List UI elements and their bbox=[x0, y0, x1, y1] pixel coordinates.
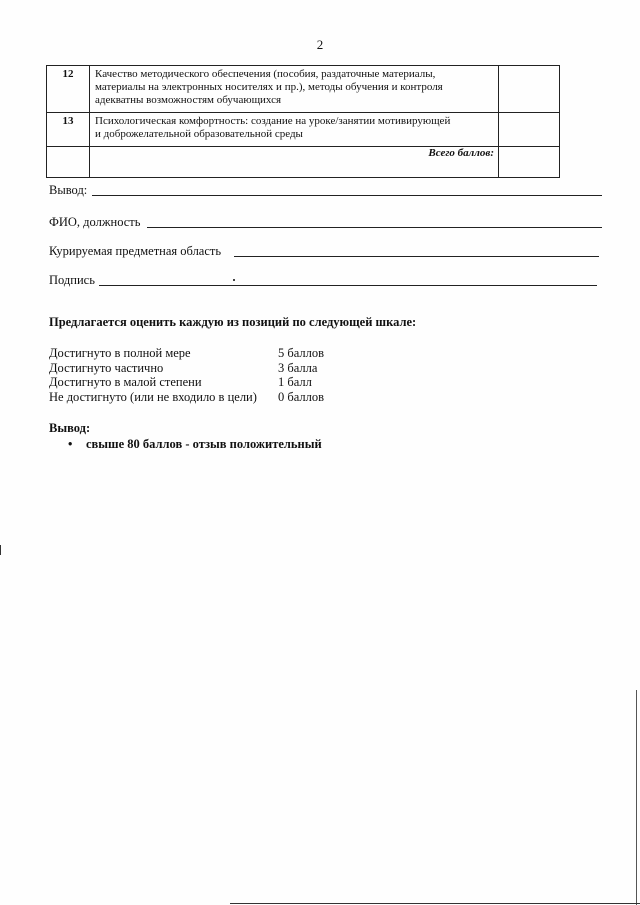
criterion-number: 13 bbox=[47, 113, 90, 147]
page-number: 2 bbox=[316, 37, 324, 52]
conclusion-field bbox=[49, 183, 87, 198]
table-row bbox=[47, 66, 560, 113]
signature-label: Подпись bbox=[49, 273, 95, 287]
scan-bottom-edge bbox=[230, 903, 640, 904]
criterion-line: Психологическая комфортность: создание на уроке/занятии мотивирующей bbox=[95, 115, 451, 127]
criteria-table bbox=[46, 65, 560, 178]
name-position-field bbox=[49, 215, 140, 230]
bullet-icon: • bbox=[68, 437, 73, 451]
table-row bbox=[47, 113, 560, 147]
verdict-heading: Вывод: bbox=[49, 421, 91, 435]
signature-line[interactable] bbox=[99, 285, 597, 286]
conclusion-line[interactable] bbox=[92, 195, 602, 196]
scale-label: Достигнуто в полной мере bbox=[49, 346, 191, 360]
total-label: Всего баллов: bbox=[90, 147, 499, 178]
criterion-text bbox=[90, 66, 499, 113]
scale-label: Достигнуто частично bbox=[49, 360, 164, 375]
scale-row bbox=[49, 346, 324, 361]
name-position-label: ФИО, должность bbox=[49, 215, 141, 229]
scale-points: 0 баллов bbox=[278, 389, 325, 404]
criterion-text bbox=[90, 113, 499, 147]
criterion-line: Качество методического обеспечения (пособия, раздаточные материалы, bbox=[95, 68, 436, 80]
score-cell[interactable] bbox=[499, 113, 560, 147]
signature-field bbox=[49, 273, 95, 288]
scan-edge-mark bbox=[636, 690, 637, 905]
scale-label: Достигнуто в малой степени bbox=[49, 375, 202, 389]
scale-row bbox=[49, 361, 324, 376]
score-cell[interactable] bbox=[499, 66, 560, 113]
verdict-item: свыше 80 баллов - отзыв положительный bbox=[86, 437, 322, 451]
list-item bbox=[68, 437, 322, 452]
scale-row bbox=[49, 375, 324, 390]
subject-area-line[interactable] bbox=[234, 256, 599, 257]
scan-edge-mark bbox=[0, 545, 1, 555]
scale-points: 3 балла bbox=[278, 360, 318, 375]
total-row bbox=[47, 147, 560, 178]
total-score-cell[interactable] bbox=[499, 147, 560, 178]
scale-label: Не достигнуто (или не входило в цели) bbox=[49, 389, 257, 404]
total-number-cell bbox=[47, 147, 90, 178]
criterion-line: и доброжелательной образовательной среды bbox=[95, 128, 303, 140]
name-position-line[interactable] bbox=[147, 227, 602, 228]
criterion-line: адекватны возможностям обучающихся bbox=[95, 94, 282, 106]
scale-points: 1 балл bbox=[278, 375, 312, 389]
subject-area-label: Курируемая предметная область bbox=[49, 244, 222, 258]
ink-dot bbox=[233, 279, 235, 281]
criterion-number: 12 bbox=[47, 66, 90, 113]
scale-heading: Предлагается оценить каждую из позиций по следующей шкале: bbox=[49, 315, 417, 329]
conclusion-label: Вывод: bbox=[49, 183, 88, 197]
rating-scale bbox=[49, 346, 324, 404]
verdict-list bbox=[68, 437, 322, 452]
scale-row bbox=[49, 390, 324, 405]
subject-area-field bbox=[49, 244, 221, 259]
criterion-line: материалы на электронных носителях и пр.), методы обучения и контроля bbox=[95, 81, 443, 93]
scale-points: 5 баллов bbox=[278, 346, 325, 360]
